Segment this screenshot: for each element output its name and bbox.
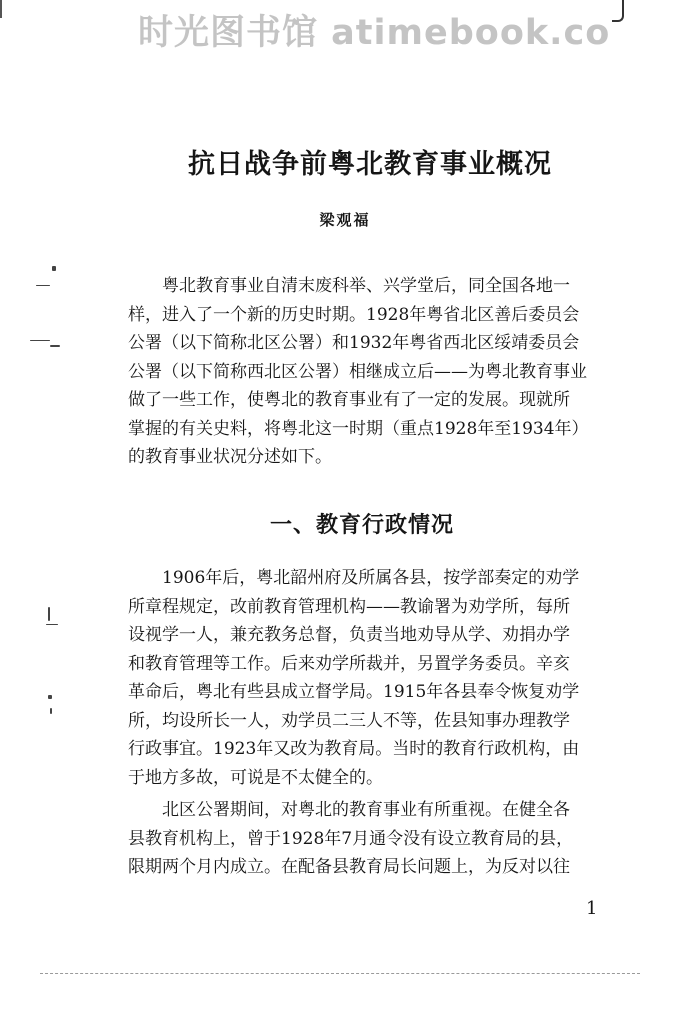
watermark: 时光图书馆 atimebook.co [138, 13, 611, 53]
text-line: 粤北教育事业自清末废科举、兴学堂后，同全国各地一 [162, 276, 570, 296]
text-line: 公署（以下简称西北区公署）相继成立后——为粤北教育事业 [128, 361, 587, 382]
text-line: 限期两个月内成立。在配备县教育局长问题上，为反对以往 [128, 857, 570, 877]
scan-speck [48, 607, 50, 621]
text-line: 北区公署期间，对粤北的教育事业有所重视。在健全各 [162, 800, 570, 820]
text-line: 样，进入了一个新的历史时期。1928年粤省北区善后委员会 [128, 304, 580, 325]
text-line: 所，均设所长一人，劝学员二三人不等，佐县知事办理教学 [128, 710, 570, 731]
article-title: 抗日战争前粤北教育事业概况 [188, 149, 552, 180]
text-line: 革命后，粤北有些县成立督学局。1915年各县奉令恢复劝学 [128, 682, 580, 702]
scan-speck [30, 340, 50, 341]
text-line: 于地方多故，可说是不太健全的。 [128, 767, 383, 788]
scan-edge-mark [0, 0, 2, 18]
intro-paragraph [128, 272, 633, 472]
bottom-scan-rule [40, 973, 640, 974]
text-line: 设视学一人，兼充教务总督，负责当地劝导从学、劝捐办学 [128, 625, 570, 645]
scan-speck [52, 266, 56, 271]
text-line: 掌握的有关史料，将粤北这一时期（重点1928年至1934年） [128, 418, 589, 439]
scan-speck [36, 285, 50, 286]
section1-paragraph-2 [128, 796, 633, 882]
text-line: 公署（以下简称北区公署）和1932年粤省西北区绥靖委员会 [128, 333, 580, 353]
text-line: 行政事宜。1923年又改为教育局。当时的教育行政机构，由 [128, 739, 580, 759]
text-line: 和教育管理等工作。后来劝学所裁并，另置学务委员。辛亥 [128, 653, 570, 674]
text-line: 做了一些工作，使粤北的教育事业有了一定的发展。现就所 [128, 390, 570, 410]
text-line: 所章程规定，改前教育管理机构——教谕署为劝学所，每所 [128, 596, 570, 617]
text-line: 1906年后，粤北韶州府及所属各县，按学部奏定的劝学 [162, 568, 580, 588]
section-heading: 一、教育行政情况 [270, 512, 455, 538]
scan-speck [50, 708, 52, 714]
section1-paragraph-1 [128, 564, 633, 792]
text-line: 的教育事业状况分述如下。 [128, 447, 332, 467]
page-number: 1 [586, 898, 598, 919]
scan-speck [48, 695, 52, 699]
article-author: 梁观福 [319, 211, 371, 229]
scan-speck [46, 624, 58, 625]
scan-speck [50, 345, 60, 347]
text-line: 县教育机构上，曾于1928年7月通令没有设立教育局的县， [128, 828, 574, 849]
